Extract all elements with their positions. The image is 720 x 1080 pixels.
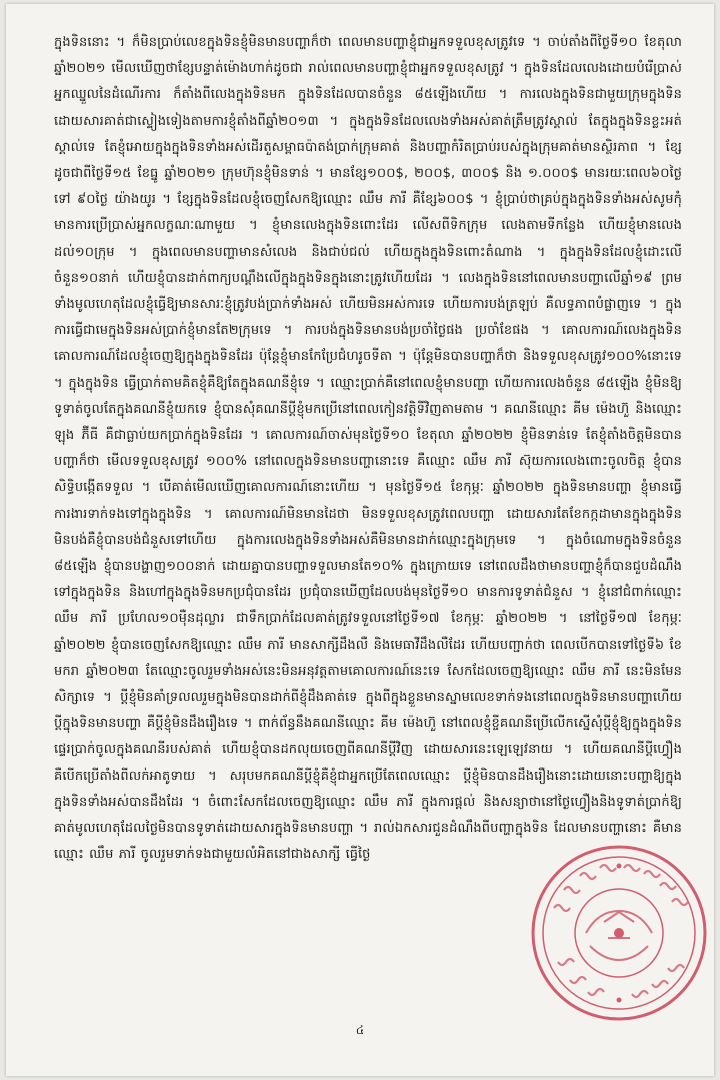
body-paragraph: ក្នុងទិននោះ ។ ក៏មិនប្រាប់លេខក្នុងទិនខ្ញុំមិនមានបញ្ហាក៏ថា ពេលមានបញ្ហាខ្ញុំជាអ្នកទទួលខុសត្រូវទេ ។ ចាប់តាំងពីថ្ងៃទី១០ ខែតុលា ឆ្នាំ២០២១ មើលឃើញថាខ្សែបន្ទាត់ម៉ោងហាក់ដូចជា រាល់ពេលមានបញ្ហាខ្ញុំជាអ្នកទទួលខុសត្រូវ ។ ក្នុងទិនដែលលេងដោយបំរើប្រាស់អ្នកឈ្នួលនៃដំណើរការ ក៏តាំងពីលេងក្នុងទិនមក ក្នុងទិនដែលបានចំនួន ៨៥ឡើងហើយ ។ ការលេងក្នុងទិនជាមួយក្រុមក្នុងទិនដោយសារគាត់ជាស្ទៀងទៀងតាមការខ្ញុំតាំងពីឆ្នាំ២០១៣ ។ ក្នុងក្នុងទិនដែលលេងទាំងអស់គាត់ត្រឹមត្រូវស្គាល់ តែក្នុងក្នុងទិនខ្លះអត់ស្គាល់ទេ តែខ្ញុំអោយក្នុងក្នុងទិនទាំងអស់ដើរតួសម្ពាធប៉ាតង់ប្រាក់ក្រុមគាត់ និងបញ្ហាកំរិតប្រាប់របស់ក្នុងក្រុមគាត់មានស្ថិរភាព ។ ខ្សែដូចជាពីថ្ងៃទី១៥ ខែធ្នូ ឆ្នាំ២០២១ ក្រុមហ៊ុនខ្ញុំមិនទាន់ ។ មានខ្សែ១០០$, ២០០$, ៣០០$ និង ១.០០០$ មានរយៈពេល៦០ថ្ងៃ ទៅ ៩០ថ្ងៃ យ៉ាងយូរ ។ ខ្សែក្នុងទិនដែលខ្ញុំចេញសែកឱ្យឈ្មោះ ឈឹម ភារី គឺខ្សែ៦០០$ ។ ខ្ញុំប្រាប់ថាគ្រប់ក្នុងក្នុងទិនទាំងអស់សូមកុំមានការប្រើប្រាស់អ្នកលក្ខណៈណាមួយ ។ ខ្ញុំមានលេងក្នុងទិនពោះដែរ លើសពីទិកក្រុម លេងតាមទីកន្លែង ហើយខ្ញុំមានលេងដល់១០ក្រុម ។ ក្នុងពេលមានបញ្ហាមានសំលេង និងជាប់ជល់ ហើយក្នុងក្នុងទិនពោះតំណាង ។ ក្នុងក្នុងទិនដែលខ្ញុំដោះលើចំនួន១០នាក់ ហើយខ្ញុំបានដាក់ពាក្យបណ្ដឹងលើក្នុងក្នុងទិនក្នុងនោះត្រូវហើយដែរ ។ លេងក្នុងទិននៅពេលមានបញ្ហាលើឆ្នាំ១៩ ព្រមទាំងមូលហេតុដែលខ្ញុំធ្វើឱ្យមានសារៈខ្ញុំត្រូវបង់ប្រាក់ទាំងអស់ ហើយមិនអស់ការទេ ហើយការបង់ត្រឡប់ គឺលទ្ធភាពបំផ្លាញទេ ។ ក្នុងការធ្វើជាមេក្នុងទិនអស់ប្រាក់ខ្ញុំមានតែ២ក្រុមទេ ។ ការបង់ក្នុងទិនមានបង់ប្រចាំថ្ងៃផង ប្រចាំខែផង ។ គោលការណ៍លេងក្នុងទិនគោលការណ៍ដែលខ្ញុំចេញឱ្យក្នុងក្នុងទិនដែរ ប៉ុន្តែខ្ញុំមានកែប្រែជំហរូចទីតា ។ ប៉ុន្តែមិនបានបញ្ហាក៏ថា និងទទួលខុសត្រូវ១០០%នោះទេ ។ ក្នុងក្នុងទិន ធ្វើប្រាក់តាមគិតខ្ញុំគឺឱ្យតែក្នុងគណនីខ្ញុំទេ ។ ឈ្មោះប្រាក់គឺនៅពេលខ្ញុំមានបញ្ហា ហើយការលេងចំនួន ៨៥ឡើង ខ្ញុំមិនឱ្យទូទាត់ចូលតែក្នុងគណនីខ្ញុំយកទេ ខ្ញុំបានសុំគណនីប្ដីខ្ញុំមកប្រើនៅពេលកៀនវត្តិទីវិញតាមតាម ។ គណនីឈ្មោះ គីម ម៉េងហ៊ួ និងឈ្មោះ ឡុង ភ៊ីធី គឺជាធ្លាប់យកប្រាក់ក្នុងទិនដែរ ។ គោលការណ៍ចាស់មុនថ្ងៃទី១០ ខែតុលា ឆ្នាំ២០២២ ខ្ញុំមិនទាន់ទេ តែខ្ញុំតាំងចិត្តមិនបានបញ្ហាក៏ថា មើលទទួលខុសត្រូវ ១០០% នៅពេលក្នុងទិនមានបញ្ហានោះទេ គឺឈ្មោះ ឈឹម ភារី ស៊ុយការលេងពោះចូលចិត្ត ខ្ញុំបានសិទ្ធិបង្កើតទទួល ។ បើគាត់មើលឃើញគោលការណ៍នោះហើយ ។ មុនថ្ងៃទី១៥ ខែកុម្ភៈ ឆ្នាំ២០២២ ក្នុងទិនមានបញ្ហា ខ្ញុំមានធ្វើការងារទាក់ទងទៅក្នុងក្នុងទិន ។ គោលការណ៍មិនមានដៃថា មិនទទួលខុសត្រូវពេលបញ្ហា ដោយសារតែខែកក្កដាមានក្នុងក្នុងទិនមិនបង់គឺខ្ញុំបានបង់ជំនួសទៅហើយ ក្នុងការលេងក្នុងទិនទាំងអស់គឺមិនមានដាក់ឈ្មោះក្នុងក្រុមទេ ។ ក្នុងចំណោមក្នុងទិនចំនួន ៨៥ឡើង ខ្ញុំបានបង្ហាញ១០០នាក់ ដោយគ្នាបានបញ្ហាទទួលមានតែ១០% ក្នុងក្រោយទេ នៅពេលដឹងថាមានបញ្ហាខ្ញុំក៏បានជួបដំណឹងទៅក្នុងក្នុងទិន និងហៅក្នុងក្នុងទិនមកប្រជុំបានដែរ ប្រជុំបានឃើញដែលបង់មុនថ្ងៃទី១០ មានការទូទាត់ជំនួស ។ ខ្ញុំនៅជំពាក់ឈ្មោះ ឈឹម ភារី ប្រហែល១០ម៉ឺនដុល្លារ ជាទឹកប្រាក់ដែលគាត់ត្រូវទទួលនៅថ្ងៃទី១៧ ខែកុម្ភៈ ឆ្នាំ២០២២ ។ នៅថ្ងៃទី១៧ ខែកុម្ភៈ ឆ្នាំ២០២២ ខ្ញុំបានចេញសែកឱ្យឈ្មោះ ឈឹម ភារី មានសាក្សីដឹងលឺ និងមេធាវីដឹងលឺដែរ ហើយបញ្ជាក់ថា ពេលបើកបានទៅថ្ងៃទី៦ ខែមករា ឆ្នាំ២០២៣ តែឈ្មោះចូលរួមទាំងអស់នេះមិនអនុវត្តតាមគោលការណ៍នេះទេ សែកដែលចេញឱ្យឈ្មោះ ឈឹម ភារី នេះមិនមែនសិក្សាទេ ។ ប្ដីខ្ញុំមិនគាំទ្រលលរួមក្នុងមិនបានដាក់ពីខ្ញុំដឹងគាត់ទេ ក្នុងពីក្នុងខ្លួនមានស្នាមលេខទាក់ទងនៅពេលក្នុងទិនមានបញ្ហាហើយ ប្ដីក្នុងទិនមានបញ្ហា គឺប្ដីខ្ញុំមិនដឹងរឿងទេ ។ ពាក់ព័ន្ធនឹងគណនីឈ្មោះ គីម ម៉េងហ៊ួ នៅពេលខ្ញុំខ្ចីគណនីប្រើលើកស្នើសុំប្ដីខ្ញុំឱ្យក្នុងក្នុងទិនផ្ទេរប្រាក់ចូលក្នុងគណនីរបស់គាត់ ហើយខ្ញុំបានដកលុយចេញពីគណនីប្ដីវិញ ដោយសារនេះឡេឡេវនាយ ។ ហើយគណនីប្ដីហ្វឿង គឺបើកប្រើតាំងពីលក់អាតូទាយ ។ សរុបមកគណនីប្ដីខ្ញុំគឺខ្ញុំជាអ្នកប្រើតែពេលឈ្មោះ ប្ដីខ្ញុំមិនបានដឹងរឿងនោះដោយនោះបញ្ហាឱ្យក្នុងក្នុងទិនទាំងអស់បានដឹងដែរ ។ ចំពោះសែកដែលចេញឱ្យឈ្មោះ ឈឹម ភារី ក្នុងការផ្ដល់ និងសន្យាថានៅថ្ងៃហ្វឿងនិងទូទាត់ប្រាក់ឱ្យគាត់មូលហេតុដែលថ្ងៃមិនបានទូទាត់ដោយសារក្នុងទិនមានបញ្ហា ។ រាល់ឯកសារជួនដំណឹងពីបញ្ហាក្នុងទិន ដែលមានបញ្ហានោះ គឺមានឈ្មោះ ឈឹម ភារី ចូលរួមទាក់ទងជាមួយលំអិតនៅជាងសាក្សី ធ្វើថ្ងៃ — [54, 35, 682, 863]
document-page — [6, 4, 714, 1076]
body-text — [54, 30, 682, 869]
page-number: ៤ — [355, 1023, 365, 1037]
